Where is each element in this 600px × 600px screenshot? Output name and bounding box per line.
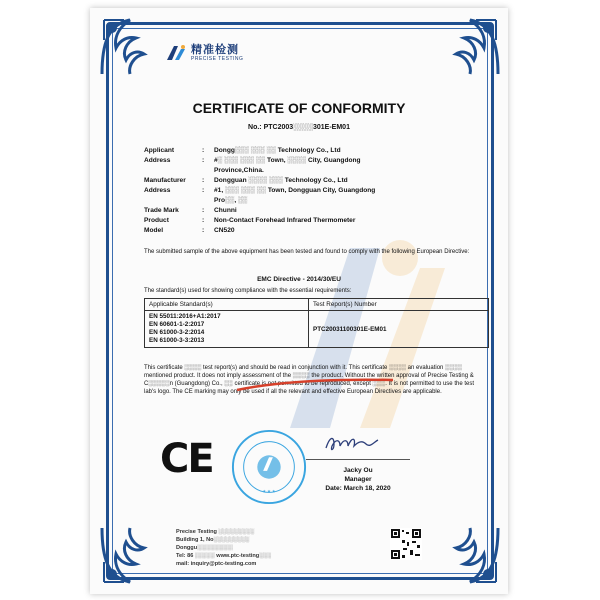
footer-contact (176, 528, 271, 568)
field-colon: : (202, 227, 205, 234)
standards-table (144, 298, 489, 348)
field-label: Model (144, 227, 164, 234)
field-value: Dongguan ░░░░ ░░░ Technology Co., Ltd (214, 177, 348, 184)
header-standard: Applicable Standard(s) (145, 299, 309, 311)
field-row (144, 206, 474, 216)
logo-mark-icon (165, 44, 187, 62)
header-report: Test Report(s) Number (309, 299, 489, 311)
logo-brand-cn: 精准检测 (191, 43, 239, 56)
field-value (214, 186, 474, 206)
compliance-statement: The submitted sample of the above equipment has been tested and found to comply with the following European Directive: (144, 249, 470, 255)
disclaimer-text: This certificate ░░░░ test report(s) and should be read in conjunction with it. This certificate ░░░░ an evaluation ░░░░ mentioned product. It does not imply assessment of the ░░░░ the product. Without the written approval of Precise Testing & C░░░░░n (Guangdong) Co., ░░ certificate is not permitted to be reproduced, except ░░░. It is not permitted to use the test lab's logo. The CE marking may only be used if all the relevant and effective European Directives are applicable. (144, 365, 474, 395)
standard-item: EN 55011:2016+A1:2017 (149, 313, 221, 320)
directive-title: EMC Directive - 2014/30/EU (257, 276, 341, 283)
field-row (144, 176, 474, 186)
ce-mark: CE (160, 436, 213, 482)
footer-line: Tel: 86 ░░░░░ www.ptc-testing░░░ (176, 553, 272, 559)
field-label: Applicant (144, 147, 175, 154)
red-stroke-mark (235, 376, 395, 392)
corner-ornament-icon (98, 14, 162, 78)
field-value (214, 156, 474, 176)
field-value: CN520 (214, 227, 235, 234)
corner-ornament-icon (438, 524, 502, 588)
standard-item: EN 61000-3-3:2013 (149, 337, 205, 344)
field-row (144, 146, 474, 156)
certificate-number: No.: PTC2003░░░░301E-EM01 (248, 124, 350, 131)
report-number-cell: PTC20031100301E-EM01 (309, 311, 489, 348)
field-value-line: #░ ░░░ ░░░ ░░ Town, ░░░░ City, Guangdong (214, 157, 361, 164)
field-label: Manufacturer (144, 177, 186, 184)
field-colon: : (202, 157, 205, 164)
field-colon: : (202, 147, 205, 154)
signer-name: Jacky Ou (343, 467, 373, 474)
certification-seal-icon (230, 428, 308, 506)
footer-line: Building 1, No░░░░░░░░░ (176, 537, 250, 543)
field-colon: : (202, 187, 205, 194)
signature-icon (322, 432, 382, 454)
signature-line (306, 459, 410, 460)
table-header-row (145, 299, 489, 311)
svg-text:★ ★ ★: ★ ★ ★ (262, 488, 276, 494)
signer-role: Manager (344, 476, 372, 483)
table-row (145, 311, 489, 348)
footer-line: mail: inquiry@ptc-testing.com (176, 561, 257, 567)
footer-line: Donggu░░░░░░░░░ (176, 545, 233, 551)
field-value-line: Pro░░, ░░ (214, 197, 248, 204)
field-label: Product (144, 217, 169, 224)
logo-brand-en: PRECISE TESTING (191, 55, 244, 62)
signer-block (306, 466, 410, 493)
field-label: Address (144, 157, 171, 164)
signed-date: Date: March 18, 2020 (325, 485, 391, 492)
standards-cell (145, 311, 309, 348)
field-row (144, 226, 474, 236)
certificate-title: CERTIFICATE OF CONFORMITY (192, 100, 406, 116)
standards-intro: The standard(s) used for showing compliance with the essential requirements: (144, 288, 352, 294)
certificate-sheet (90, 8, 508, 594)
field-value-line: Province,China. (214, 167, 264, 174)
certificate-fields (144, 146, 474, 236)
footer-line: Precise Testing ░░░░░░░░░ (176, 529, 255, 535)
corner-ornament-icon (438, 14, 502, 78)
field-colon: : (202, 177, 205, 184)
standard-item: EN 60601-1-2:2017 (149, 321, 205, 328)
company-logo (165, 44, 243, 62)
field-colon: : (202, 207, 205, 214)
field-row (144, 216, 474, 226)
field-value: Dongg░░░ ░░░ ░░ Technology Co., Ltd (214, 147, 341, 154)
field-row (144, 156, 474, 176)
field-label: Address (144, 187, 171, 194)
field-value: Non-Contact Forehead Infrared Thermometer (214, 217, 356, 224)
field-value: Chunni (214, 207, 237, 214)
qr-code-icon (390, 528, 422, 560)
field-colon: : (202, 217, 205, 224)
field-row (144, 186, 474, 206)
field-label: Trade Mark (144, 207, 179, 214)
field-value-line: #1, ░░░ ░░░ ░░ Town, Dongguan City, Guangdong (214, 187, 376, 194)
standard-item: EN 61000-3-2:2014 (149, 329, 205, 336)
corner-ornament-icon (98, 524, 162, 588)
